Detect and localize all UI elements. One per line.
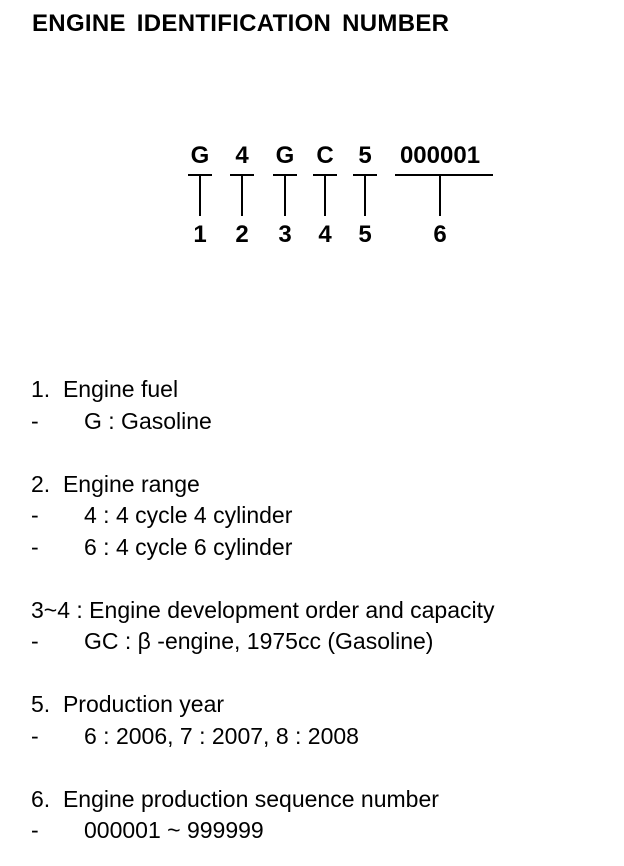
item-text: GC : β -engine, 1975cc (Gasoline) <box>84 628 434 654</box>
page-title: ENGINE IDENTIFICATION NUMBER <box>32 10 450 37</box>
section-heading: 3~4 : Engine development order and capacity <box>31 596 495 623</box>
list-item <box>31 500 495 532</box>
dash-marker: - <box>31 722 39 749</box>
section-engine-range <box>31 469 495 564</box>
code-connector-4 <box>324 176 326 216</box>
section-heading: 2. Engine range <box>31 470 200 497</box>
section-sequence-number <box>31 784 495 847</box>
position-number-1: 1 <box>193 221 207 248</box>
code-connector-6 <box>439 176 441 216</box>
list-item <box>31 406 495 438</box>
code-char-5: 5 <box>358 142 372 169</box>
code-char-2: 4 <box>235 142 249 169</box>
dash-marker: - <box>31 533 39 560</box>
dash-marker: - <box>31 817 39 843</box>
list-item <box>31 815 495 847</box>
dash-marker: - <box>31 502 39 528</box>
list-item <box>31 532 495 564</box>
section-heading: 5. Production year <box>31 691 225 717</box>
item-text: 4 : 4 cycle 4 cylinder <box>84 502 293 528</box>
code-connector-5 <box>364 176 366 216</box>
section-production-year <box>31 689 495 752</box>
section-engine-fuel <box>31 374 495 437</box>
position-number-5: 5 <box>358 221 372 248</box>
dash-marker: - <box>31 628 39 654</box>
position-number-3: 3 <box>278 221 292 248</box>
item-text: 000001 ~ 999999 <box>84 817 264 843</box>
dash-marker: - <box>31 407 39 434</box>
item-text: 6 : 4 cycle 6 cylinder <box>84 533 293 560</box>
position-number-6: 6 <box>433 221 447 248</box>
code-connector-2 <box>241 176 243 216</box>
code-underline-6 <box>395 174 493 176</box>
list-item <box>31 721 495 753</box>
code-char-6: 000001 <box>399 142 481 169</box>
section-heading: 1. Engine fuel <box>31 376 179 402</box>
code-char-1: G <box>190 142 210 169</box>
position-number-4: 4 <box>318 221 332 248</box>
code-connector-1 <box>199 176 201 216</box>
item-text: G : Gasoline <box>84 407 212 434</box>
code-char-3: G <box>275 142 295 169</box>
code-char-4: C <box>316 142 334 169</box>
section-development-order <box>31 595 495 658</box>
position-number-2: 2 <box>235 221 249 248</box>
list-item <box>31 626 495 658</box>
section-heading: 6. Engine production sequence number <box>31 785 439 812</box>
code-connector-3 <box>284 176 286 216</box>
item-text: 6 : 2006, 7 : 2007, 8 : 2008 <box>84 722 359 749</box>
legend-sections <box>31 374 495 847</box>
